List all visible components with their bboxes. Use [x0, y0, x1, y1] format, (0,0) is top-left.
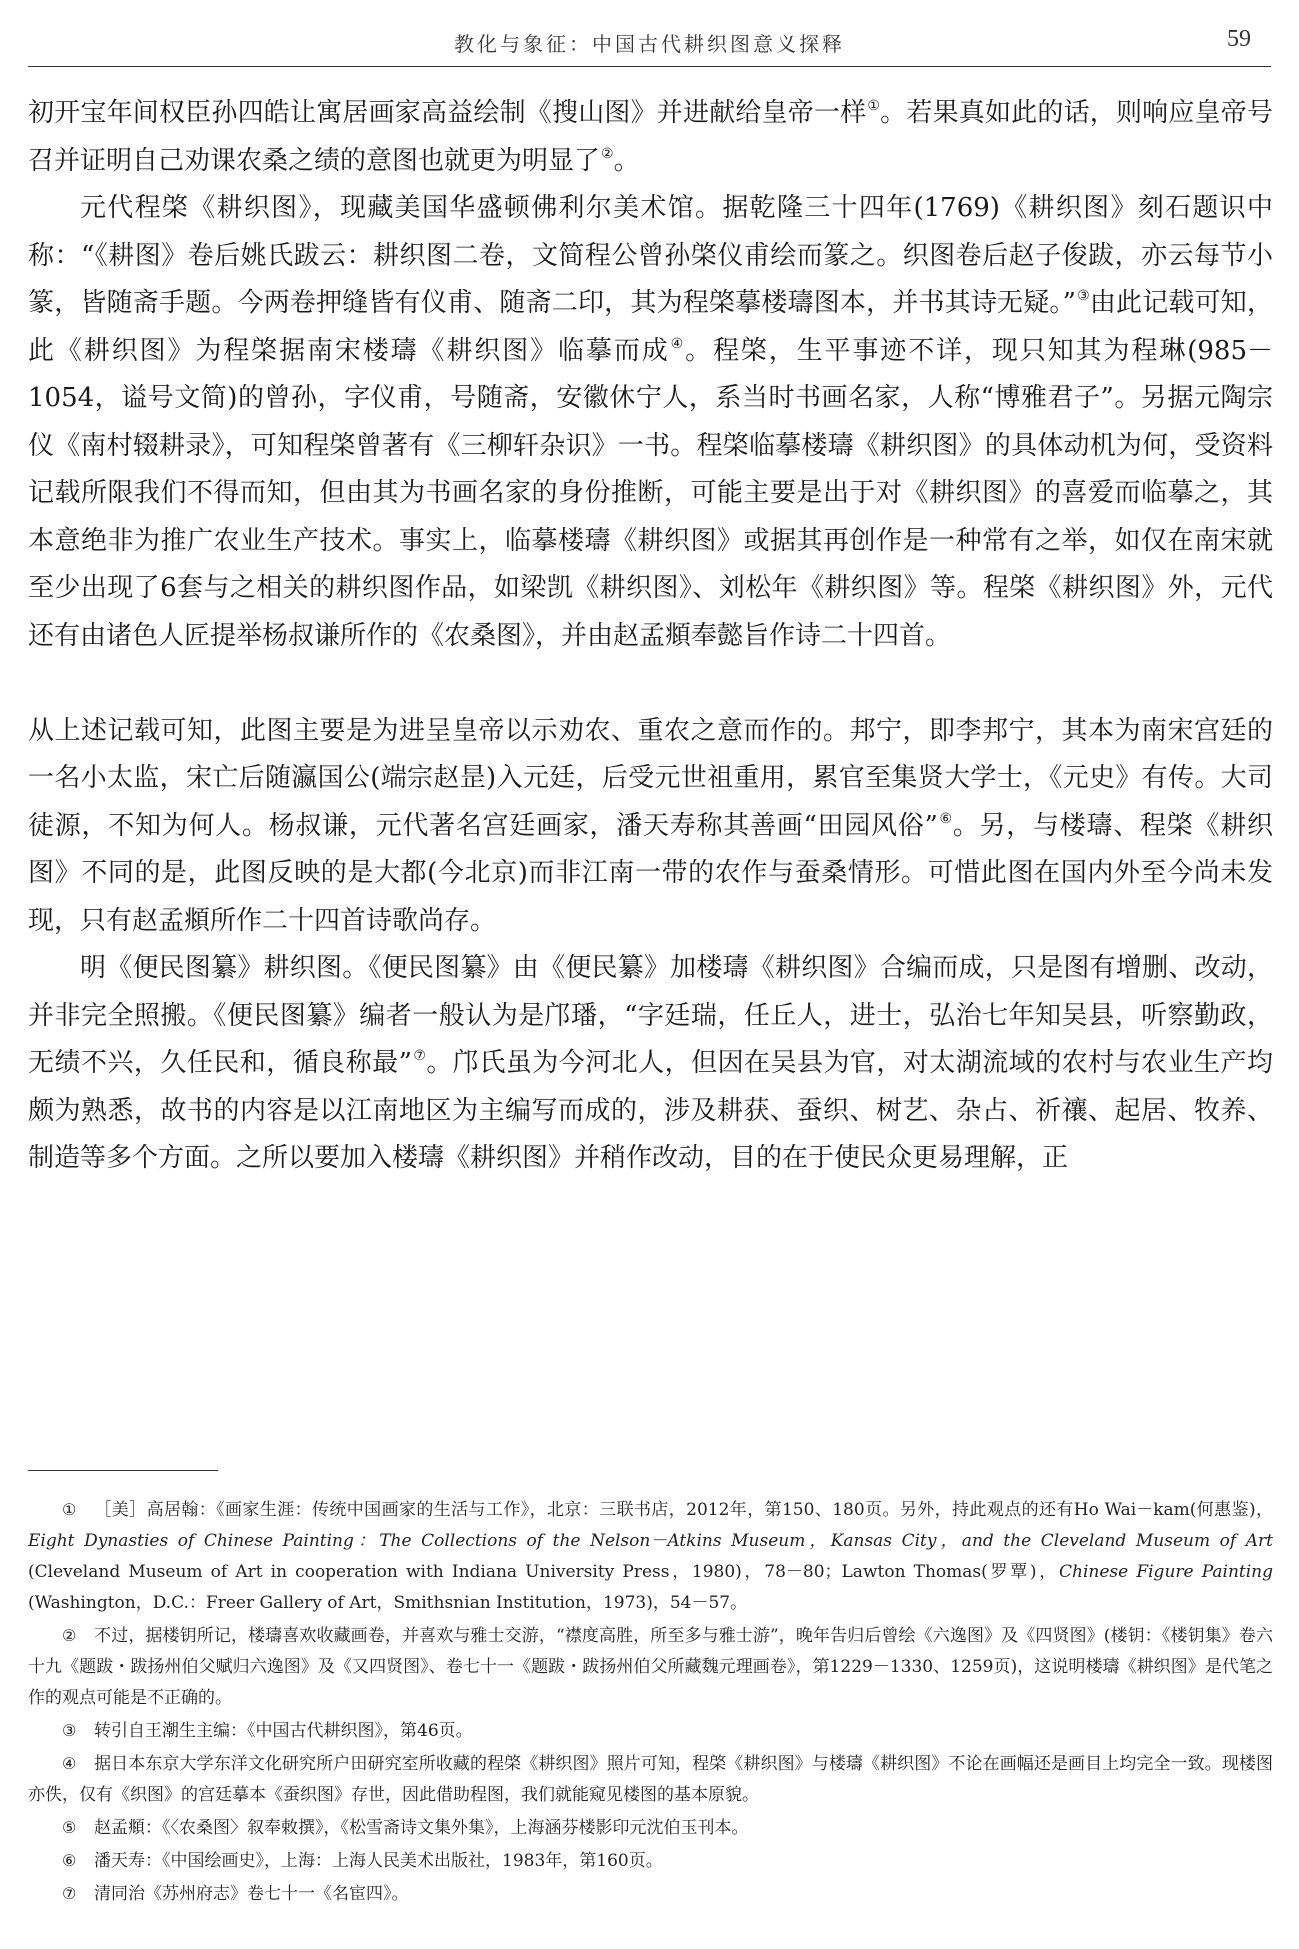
paragraph-2 [28, 185, 1273, 660]
footnote-ref-3: ③ [1076, 288, 1090, 304]
footnote-title-italic: Eight Dynasties of Chinese Painting：The Collections of the Nelson－Atkins Museum，Kansas City，and the Cleveland Museum of Art [28, 1531, 1273, 1551]
footnote-text: 不过，据楼钥所记，楼璹喜欢收藏画卷，并喜欢与雅士交游，“襟度高胜，所至多与雅士游”，晚年告归后曾绘《六逸图》及《四贤图》(楼钥：《楼钥集》卷六十九《题跋・跋扬州伯父赋归六逸图》及《又四贤图》、卷七十一《题跋・跋扬州伯父所藏魏元理画卷》，第1229－1330、1259页)，这说明楼璹《耕织图》是代笔之作的观点可能是不正确的。 [28, 1626, 1273, 1708]
footnote-ref-7: ⑦ [412, 1048, 427, 1064]
running-title: 教化与象征：中国古代耕织图意义探释 [454, 32, 845, 56]
paragraph-1 [28, 90, 1273, 185]
footnote-text: 转引自王潮生主编：《中国古代耕织图》，第46页。 [94, 1721, 473, 1741]
paragraph-text: 。邝氏虽为今河北人，但因在吴县为官，对太湖流域的农村与农业生产均颇为熟悉，故书的内容是以江南地区为主编写而成的，涉及耕获、蚕织、树艺、杂占、祈禳、起居、牧养、制造等多个方面。之所以要加入楼璹《耕织图》并稍作改动，目的在于使民众更易理解，正 [28, 1048, 1273, 1173]
footnote-ref-6: ⑥ [938, 810, 953, 827]
footnote-ref-4: ④ [670, 335, 686, 352]
footnote-ref-1: ① [867, 98, 881, 114]
footnote-divider [28, 1470, 218, 1471]
paragraph-text: 明《便民图纂》耕织图。《便民图纂》由《便民纂》加楼璹《耕织图》合编而成，只是图有增删、改动，并非完全照搬。《便民图纂》编者一般认为是邝璠，“字廷瑞，任丘人，进士，弘治七年知吴县，听察勤政，无绩不兴，久任民和，循良称最” [28, 953, 1273, 1078]
footnote-text: 清同治《苏州府志》卷七十一《名宦四》。 [94, 1884, 409, 1904]
footnote-2 [28, 1620, 1273, 1714]
footnote-title-italic: Chinese Figure Painting [1059, 1562, 1273, 1582]
footnote-7 [28, 1878, 1273, 1910]
paragraph-text: 由此记载可知，此《耕织图》为程棨据南宋楼璹《耕织图》临摹而成 [28, 288, 1273, 366]
paragraph-text: 元代程棨《耕织图》，现藏美国华盛顿佛利尔美术馆。据乾隆三十四年(1769)《耕织图》刻石题识中称：“《耕图》卷后姚氏跋云：耕织图二卷，文简程公曾孙棨仪甫绘而篆之。织图卷后赵子俊跋，亦云每节小篆，皆随斋手题。今两卷押缝皆有仪甫、随斋二印，其为程棨摹楼璹图本，并书其诗无疑。” [28, 193, 1273, 318]
paragraph-text: 从上述记载可知，此图主要是为进呈皇帝以示劝农、重农之意而作的。邦宁，即李邦宁，其本为南宋宫廷的一名小太监，宋亡后随瀛国公(端宗赵昰)入元廷，后受元世祖重用，累官至集贤大学士，《元史》有传。大司徒源，不知为何人。杨叔谦，元代著名宫廷画家，潘天寿称其善画“田园风俗” [28, 715, 1273, 841]
page-number: 59 [1227, 26, 1251, 52]
footnote-mark: ⑦ [62, 1884, 77, 1903]
paragraph-3 [28, 708, 1273, 946]
paragraph-text: 。若果真如此的话，则响应皇帝号召并证明自己劝课农桑之绩的意图也就更为明显了 [28, 98, 1273, 176]
footnote-6 [28, 1845, 1273, 1877]
block-quote [28, 660, 1273, 708]
paragraph-text: 。程棨，生平事迹不详，现只知其为程琳(985－1054，谥号文简)的曾孙，字仪甫，号随斋，安徽休宁人，系当时书画名家，人称“博雅君子”。另据元陶宗仪《南村辍耕录》，可知程棨曾著有《三柳轩杂识》一书。程棨临摹楼璹《耕织图》的具体动机为何，受资料记载所限我们不得而知，但由其为书画名家的身份推断，可能主要是出于对《耕织图》的喜爱而临摹之，其本意绝非为推广农业生产技术。事实上，临摹楼璹《耕织图》或据其再创作是一种常有之举，如仅在南宋就至少出现了6套与之相关的耕织图作品，如梁凯《耕织图》、刘松年《耕织图》等。程棨《耕织图》外，元代还有由诸色人匠提举杨叔谦所作的《农桑图》，并由赵孟頫奉懿旨作诗二十四首。 [28, 335, 1273, 651]
paragraph-4 [28, 945, 1273, 1183]
paragraph-text: 。另，与楼璹、程棨《耕织图》不同的是，此图反映的是大都(今北京)而非江南一带的农作与蚕桑情形。可惜此图在国内外至今尚未发现，只有赵孟頫所作二十四首诗歌尚存。 [28, 810, 1273, 936]
footnote-mark: ⑤ [62, 1818, 77, 1837]
footnote-1 [28, 1494, 1273, 1619]
footnote-mark: ③ [62, 1721, 77, 1740]
paragraph-text: 初开宝年间权臣孙四皓让寓居画家高益绘制《搜山图》并进献给皇帝一样 [28, 98, 867, 128]
footnote-4 [28, 1748, 1273, 1811]
footnotes [28, 1494, 1273, 1911]
running-header [28, 14, 1271, 67]
footnote-text: 据日本东京大学东洋文化研究所户田研究室所收藏的程棨《耕织图》照片可知，程棨《耕织图》与楼璹《耕织图》不论在画幅还是画目上均完全一致。现楼图亦佚，仅有《织图》的宫廷摹本《蚕织图》存世，因此借助程图，我们就能窥见楼图的基本原貌。 [28, 1754, 1273, 1805]
footnote-5 [28, 1812, 1273, 1844]
footnote-text: ［美］高居翰：《画家生涯：传统中国画家的生活与工作》，北京：三联书店，2012年，第150、180页。另外，持此观点的还有Ho Wai－kam(何惠鉴)， [94, 1500, 1273, 1520]
footnote-mark: ④ [62, 1754, 77, 1773]
paragraph-text: 。 [613, 145, 640, 176]
footnote-text: 赵孟頫：《〈农桑图〉叙奉敕撰》，《松雪斋诗文集外集》，上海涵芬楼影印元沈伯玉刊本。 [94, 1818, 749, 1838]
footnote-text: (Cleveland Museum of Art in cooperation with Indiana University Press，1980)，78－80；Lawton Thomas(罗覃)， [28, 1562, 1060, 1582]
footnote-ref-2: ② [601, 145, 614, 162]
footnote-mark: ⑥ [62, 1851, 77, 1870]
body-text [28, 90, 1273, 1183]
footnote-mark: ① [62, 1500, 77, 1519]
footnote-3 [28, 1715, 1273, 1747]
footnote-text: 潘天寿：《中国绘画史》，上海：上海人民美术出版社，1983年，第160页。 [94, 1851, 663, 1871]
footnote-text: (Washington，D.C.：Freer Gallery of Art，Smithsnian Institution，1973)，54－57。 [28, 1593, 748, 1613]
footnote-mark: ② [62, 1626, 77, 1645]
